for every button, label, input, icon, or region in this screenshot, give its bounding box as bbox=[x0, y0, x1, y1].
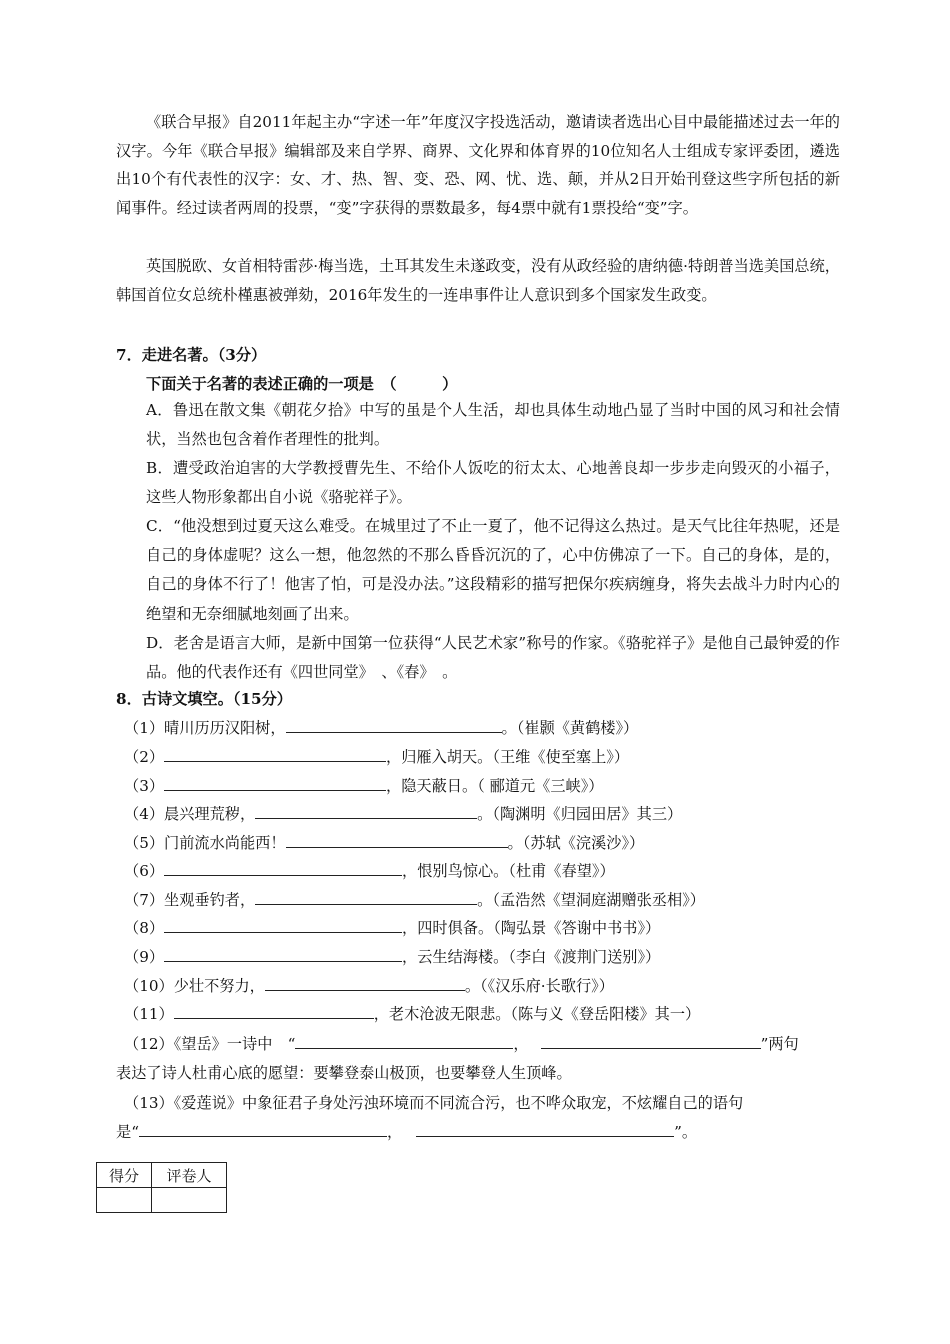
fill-item-text: ”。 bbox=[674, 1123, 698, 1141]
fill-item-text: （11） bbox=[124, 1005, 174, 1023]
fill-item-text: （10）少壮不努力， bbox=[124, 977, 265, 995]
grader-header: 评卷人 bbox=[152, 1163, 227, 1188]
answer-blank[interactable] bbox=[164, 947, 402, 962]
answer-blank[interactable] bbox=[164, 747, 386, 762]
question-7-option-a: A．鲁迅在散文集《朝花夕拾》中写的虽是个人生活，却也具体生动地凸显了当时中国的风习和社会情状，当然也包含着作者理性的批判。 bbox=[146, 401, 840, 449]
question-7-option-d: D．老舍是语言大师，是新中国第一位获得“人民艺术家”称号的作家。《骆驼祥子》是他自己最钟爱的作品。他的代表作还有《四世同堂》 、《春》 。 bbox=[146, 634, 840, 682]
fill-item-source: ，老木沧波无限悲。（陈与义《登岳阳楼》其一） bbox=[373, 1005, 701, 1023]
fill-item-continuation: 表达了诗人杜甫心底的愿望：要攀登泰山极顶，也要攀登人生顶峰。 bbox=[116, 1064, 572, 1082]
answer-blank[interactable] bbox=[416, 1122, 674, 1137]
answer-blank[interactable] bbox=[255, 890, 477, 905]
question-7-title: 7．走进名著。（3分） bbox=[116, 346, 267, 364]
fill-item-text: （9） bbox=[124, 948, 165, 966]
fill-item-text: （1）晴川历历汉阳树， bbox=[124, 719, 286, 737]
fill-item-source: 。（孟浩然《望洞庭湖赠张丞相》） bbox=[477, 891, 705, 909]
score-table bbox=[96, 1162, 227, 1213]
fill-item-text: （13）《爱莲说》中象征君子身处污浊环境而不同流合污，也不哗众取宠，不炫耀自己的语句 bbox=[124, 1094, 744, 1112]
question-8-title: 8．古诗文填空。（15分） bbox=[116, 690, 292, 708]
fill-item-source: ，四时俱备。（陶弘景《答谢中书书》） bbox=[402, 919, 661, 937]
answer-blank[interactable] bbox=[286, 718, 502, 733]
question-7-option-b: B．遭受政治迫害的大学教授曹先生、不给仆人饭吃的衍太太、心地善良却一步步走向毁灭的小福子，这些人物形象都出自小说《骆驼祥子》。 bbox=[146, 459, 840, 507]
question-7-option-c: C．“他没想到过夏天这么难受。在城里过了不止一夏了，他不记得这么热过。是天气比往年热呢，还是自己的身体虚呢？这么一想，他忽然的不那么昏昏沉沉的了，心中仿佛凉了一下。自己的身体，是的，自己的身体不行了！他害了怕，可是没办法。”这段精彩的描写把保尔疾病缠身，将失去战斗力时内心的绝望和无奈细腻地刻画了出来。 bbox=[146, 517, 840, 623]
answer-blank[interactable] bbox=[139, 1122, 387, 1137]
fill-item-source: 。（苏轼《浣溪沙》） bbox=[507, 834, 645, 852]
fill-item-source: 。（陶渊明《归园田居》其三） bbox=[477, 805, 683, 823]
fill-item-source: 。（崔颢《黄鹤楼》） bbox=[501, 719, 639, 737]
answer-blank[interactable] bbox=[265, 976, 465, 991]
fill-item-source: 。（《汉乐府·长歌行》） bbox=[464, 977, 614, 995]
answer-blank[interactable] bbox=[255, 804, 477, 819]
fill-item-source: ，归雁入胡天。（王维《使至塞上》） bbox=[386, 748, 630, 766]
fill-item-source: ，隐天蔽日。（ 郦道元《三峡》） bbox=[386, 777, 604, 795]
intro-paragraph-2: 英国脱欧、女首相特雷莎·梅当选，土耳其发生未遂政变，没有从政经验的唐纳德·特朗普当选美国总统，韩国首位女总统朴槿惠被弹劾，2016年发生的一连串事件让人意识到多个国家发生政变。 bbox=[116, 257, 840, 304]
fill-item-separator: ， bbox=[513, 1035, 529, 1053]
fill-item-separator: ， bbox=[386, 1123, 403, 1141]
answer-blank[interactable] bbox=[295, 1034, 513, 1049]
fill-item-text: （3） bbox=[124, 777, 165, 795]
fill-item-text: （4）晨兴理荒秽， bbox=[124, 805, 256, 823]
question-7-stem: 下面关于名著的表述正确的一项是 （ ） bbox=[146, 375, 458, 393]
intro-paragraph-1: 《联合早报》自2011年起主办“字述一年”年度汉字投选活动，邀请读者选出心目中最能描述过去一年的汉字。今年《联合早报》编辑部及来自学界、商界、文化界和体育界的10位知名人士组成专家评委团，遴选出10个有代表性的汉字：女、才、热、智、变、恐、网、忧、选、颠，并从2日开始刊登这些字所包括的新闻事件。经过读者两周的投票，“变”字获得的票数最多，每4票中就有1票投给“变”字。 bbox=[116, 113, 840, 218]
fill-item-text: （5）门前流水尚能西！ bbox=[124, 834, 286, 852]
fill-item-text: （8） bbox=[124, 919, 165, 937]
answer-blank[interactable] bbox=[541, 1034, 761, 1049]
answer-blank[interactable] bbox=[164, 776, 386, 791]
fill-item-text: （2） bbox=[124, 748, 165, 766]
fill-item-text: （6） bbox=[124, 862, 165, 880]
answer-blank[interactable] bbox=[286, 833, 508, 848]
score-cell[interactable] bbox=[97, 1188, 152, 1213]
fill-item-text: ”两句 bbox=[760, 1035, 799, 1053]
answer-blank[interactable] bbox=[164, 861, 402, 876]
answer-blank[interactable] bbox=[164, 918, 402, 933]
fill-item-source: ，恨别鸟惊心。（杜甫《春望》） bbox=[402, 862, 615, 880]
fill-item-text: （7）坐观垂钓者， bbox=[124, 891, 256, 909]
fill-item-text: 是“ bbox=[116, 1123, 139, 1141]
fill-item-source: ，云生结海楼。（李白《渡荆门送别》） bbox=[402, 948, 661, 966]
score-header: 得分 bbox=[97, 1163, 152, 1188]
answer-blank[interactable] bbox=[174, 1004, 374, 1019]
grader-cell[interactable] bbox=[152, 1188, 227, 1213]
fill-item-text: （12）《望岳》一诗中 “ bbox=[124, 1035, 296, 1053]
